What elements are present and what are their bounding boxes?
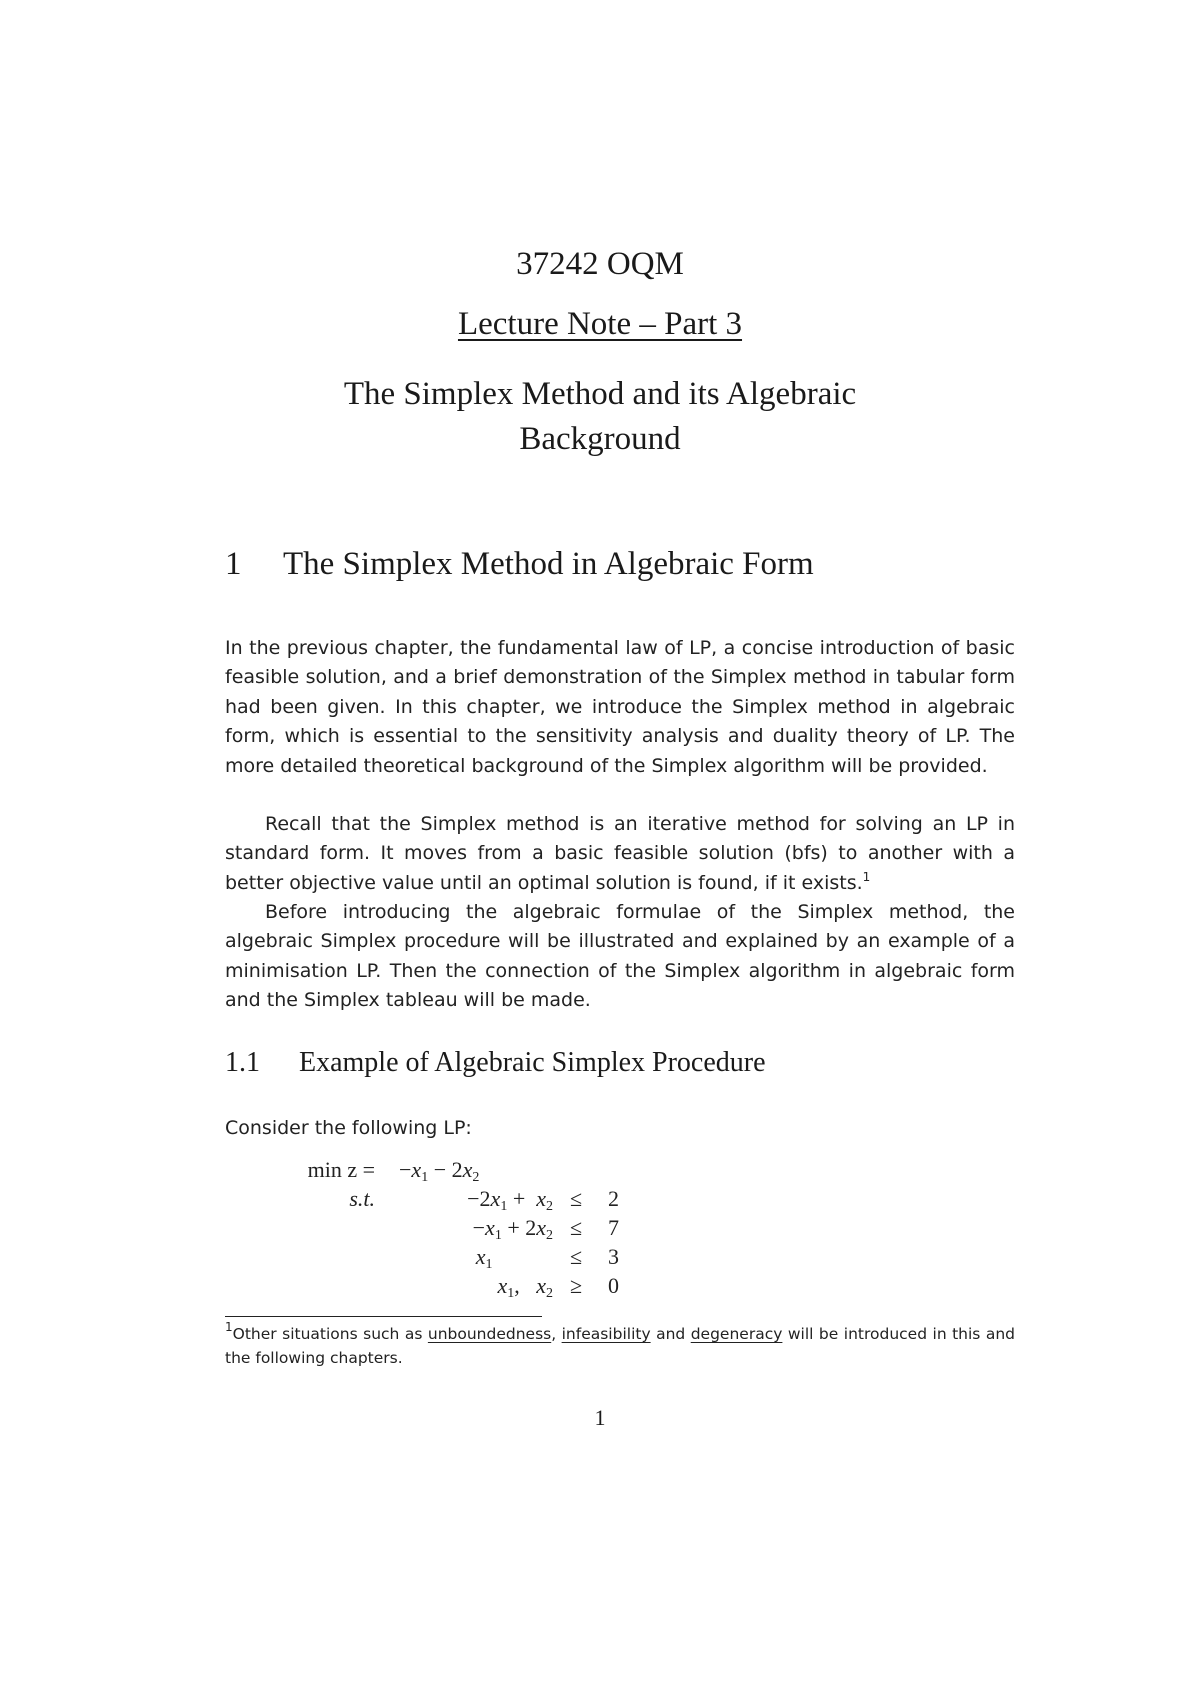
lp-nonnegativity-rhs: 0 bbox=[608, 1273, 619, 1298]
footnote-mark: 1 bbox=[225, 1320, 233, 1334]
footnote-separator-1: , bbox=[551, 1325, 562, 1343]
lp-constraint-3-rhs: 3 bbox=[608, 1244, 619, 1269]
lp-st-label: s.t. bbox=[349, 1186, 375, 1211]
footnote-separator-2: and bbox=[650, 1325, 691, 1343]
document-title-line-2: Background bbox=[519, 421, 681, 457]
subsection-number: 1.1 bbox=[225, 1047, 260, 1078]
footnote-text-after: will be introduced in this and the following chapters. bbox=[225, 1325, 1016, 1367]
footnote-term-unboundedness: unboundedness bbox=[427, 1325, 552, 1343]
footnote-term-degeneracy: degeneracy bbox=[690, 1325, 783, 1343]
consider-text: Consider the following LP: bbox=[225, 1117, 472, 1139]
document-title bbox=[0, 372, 1200, 462]
lp-constraint-3-expression: $x_1$ bbox=[475, 1244, 493, 1272]
paragraph-recall bbox=[225, 810, 1015, 898]
lp-objective-label: min z = bbox=[307, 1157, 375, 1182]
section-heading bbox=[225, 546, 814, 583]
lp-nonnegativity-expression: $x_1$, $x_2$ bbox=[497, 1273, 553, 1301]
subsection-title: Example of Algebraic Simplex Procedure bbox=[299, 1047, 766, 1078]
footnote-text-before: Other situations such as bbox=[232, 1325, 428, 1343]
lp-nonnegativity-relation: ≥ bbox=[569, 1273, 583, 1298]
footnote-divider bbox=[225, 1316, 542, 1317]
lp-constraint-2-relation: ≤ bbox=[569, 1215, 583, 1240]
lp-constraint-2-rhs: 7 bbox=[608, 1215, 619, 1240]
lecture-heading bbox=[0, 306, 1200, 343]
lp-constraint-1-expression: $-2x_1 + x_2$ bbox=[467, 1186, 553, 1214]
footnote-term-infeasibility: infeasibility bbox=[561, 1325, 651, 1343]
page-number: 1 bbox=[594, 1405, 606, 1430]
lp-objective-expression: $-x_1 - 2x_2$ bbox=[388, 1157, 480, 1185]
document-title-line-1: The Simplex Method and its Algebraic bbox=[343, 376, 857, 412]
section-number: 1 bbox=[225, 546, 242, 582]
lp-constraint-3-relation: ≤ bbox=[569, 1244, 583, 1269]
footnote bbox=[225, 1322, 1015, 1370]
lp-constraint-1-rhs: 2 bbox=[608, 1186, 619, 1211]
paragraph-before: Before introducing the algebraic formulae of the Simplex method, the algebraic Simplex procedure will be illustrated and explained by an example of a minimisation LP. Then the connection of the Simplex algorithm in algebraic form and the Simplex tableau will be made. bbox=[225, 901, 1015, 1012]
lecture-heading-text: Lecture Note – Part 3 bbox=[457, 306, 743, 342]
footnote-reference[interactable]: 1 bbox=[862, 869, 871, 884]
section-title: The Simplex Method in Algebraic Form bbox=[283, 546, 814, 582]
subsection-heading bbox=[225, 1047, 766, 1079]
paragraph-intro: In the previous chapter, the fundamental law of LP, a concise introduction of basic feasible solution, and a brief demonstration of the Simplex method in tabular form had been given. In this chapter, we introduce the Simplex method in algebraic form, which is essential to the sensitivity analysis and duality theory of LP. The more detailed theoretical background of the Simplex algorithm will be provided. bbox=[225, 637, 1015, 777]
lp-constraint-2-expression: $-x_1 + 2x_2$ bbox=[472, 1215, 553, 1243]
lp-constraint-1-relation: ≤ bbox=[569, 1186, 583, 1211]
paragraph-recall-text: Recall that the Simplex method is an iterative method for solving an LP in standard form. It moves from a basic feasible solution (bfs) to another with a better objective value until an optimal solution is found, if it exists. bbox=[225, 813, 1015, 894]
course-code: 37242 OQM bbox=[516, 246, 684, 282]
